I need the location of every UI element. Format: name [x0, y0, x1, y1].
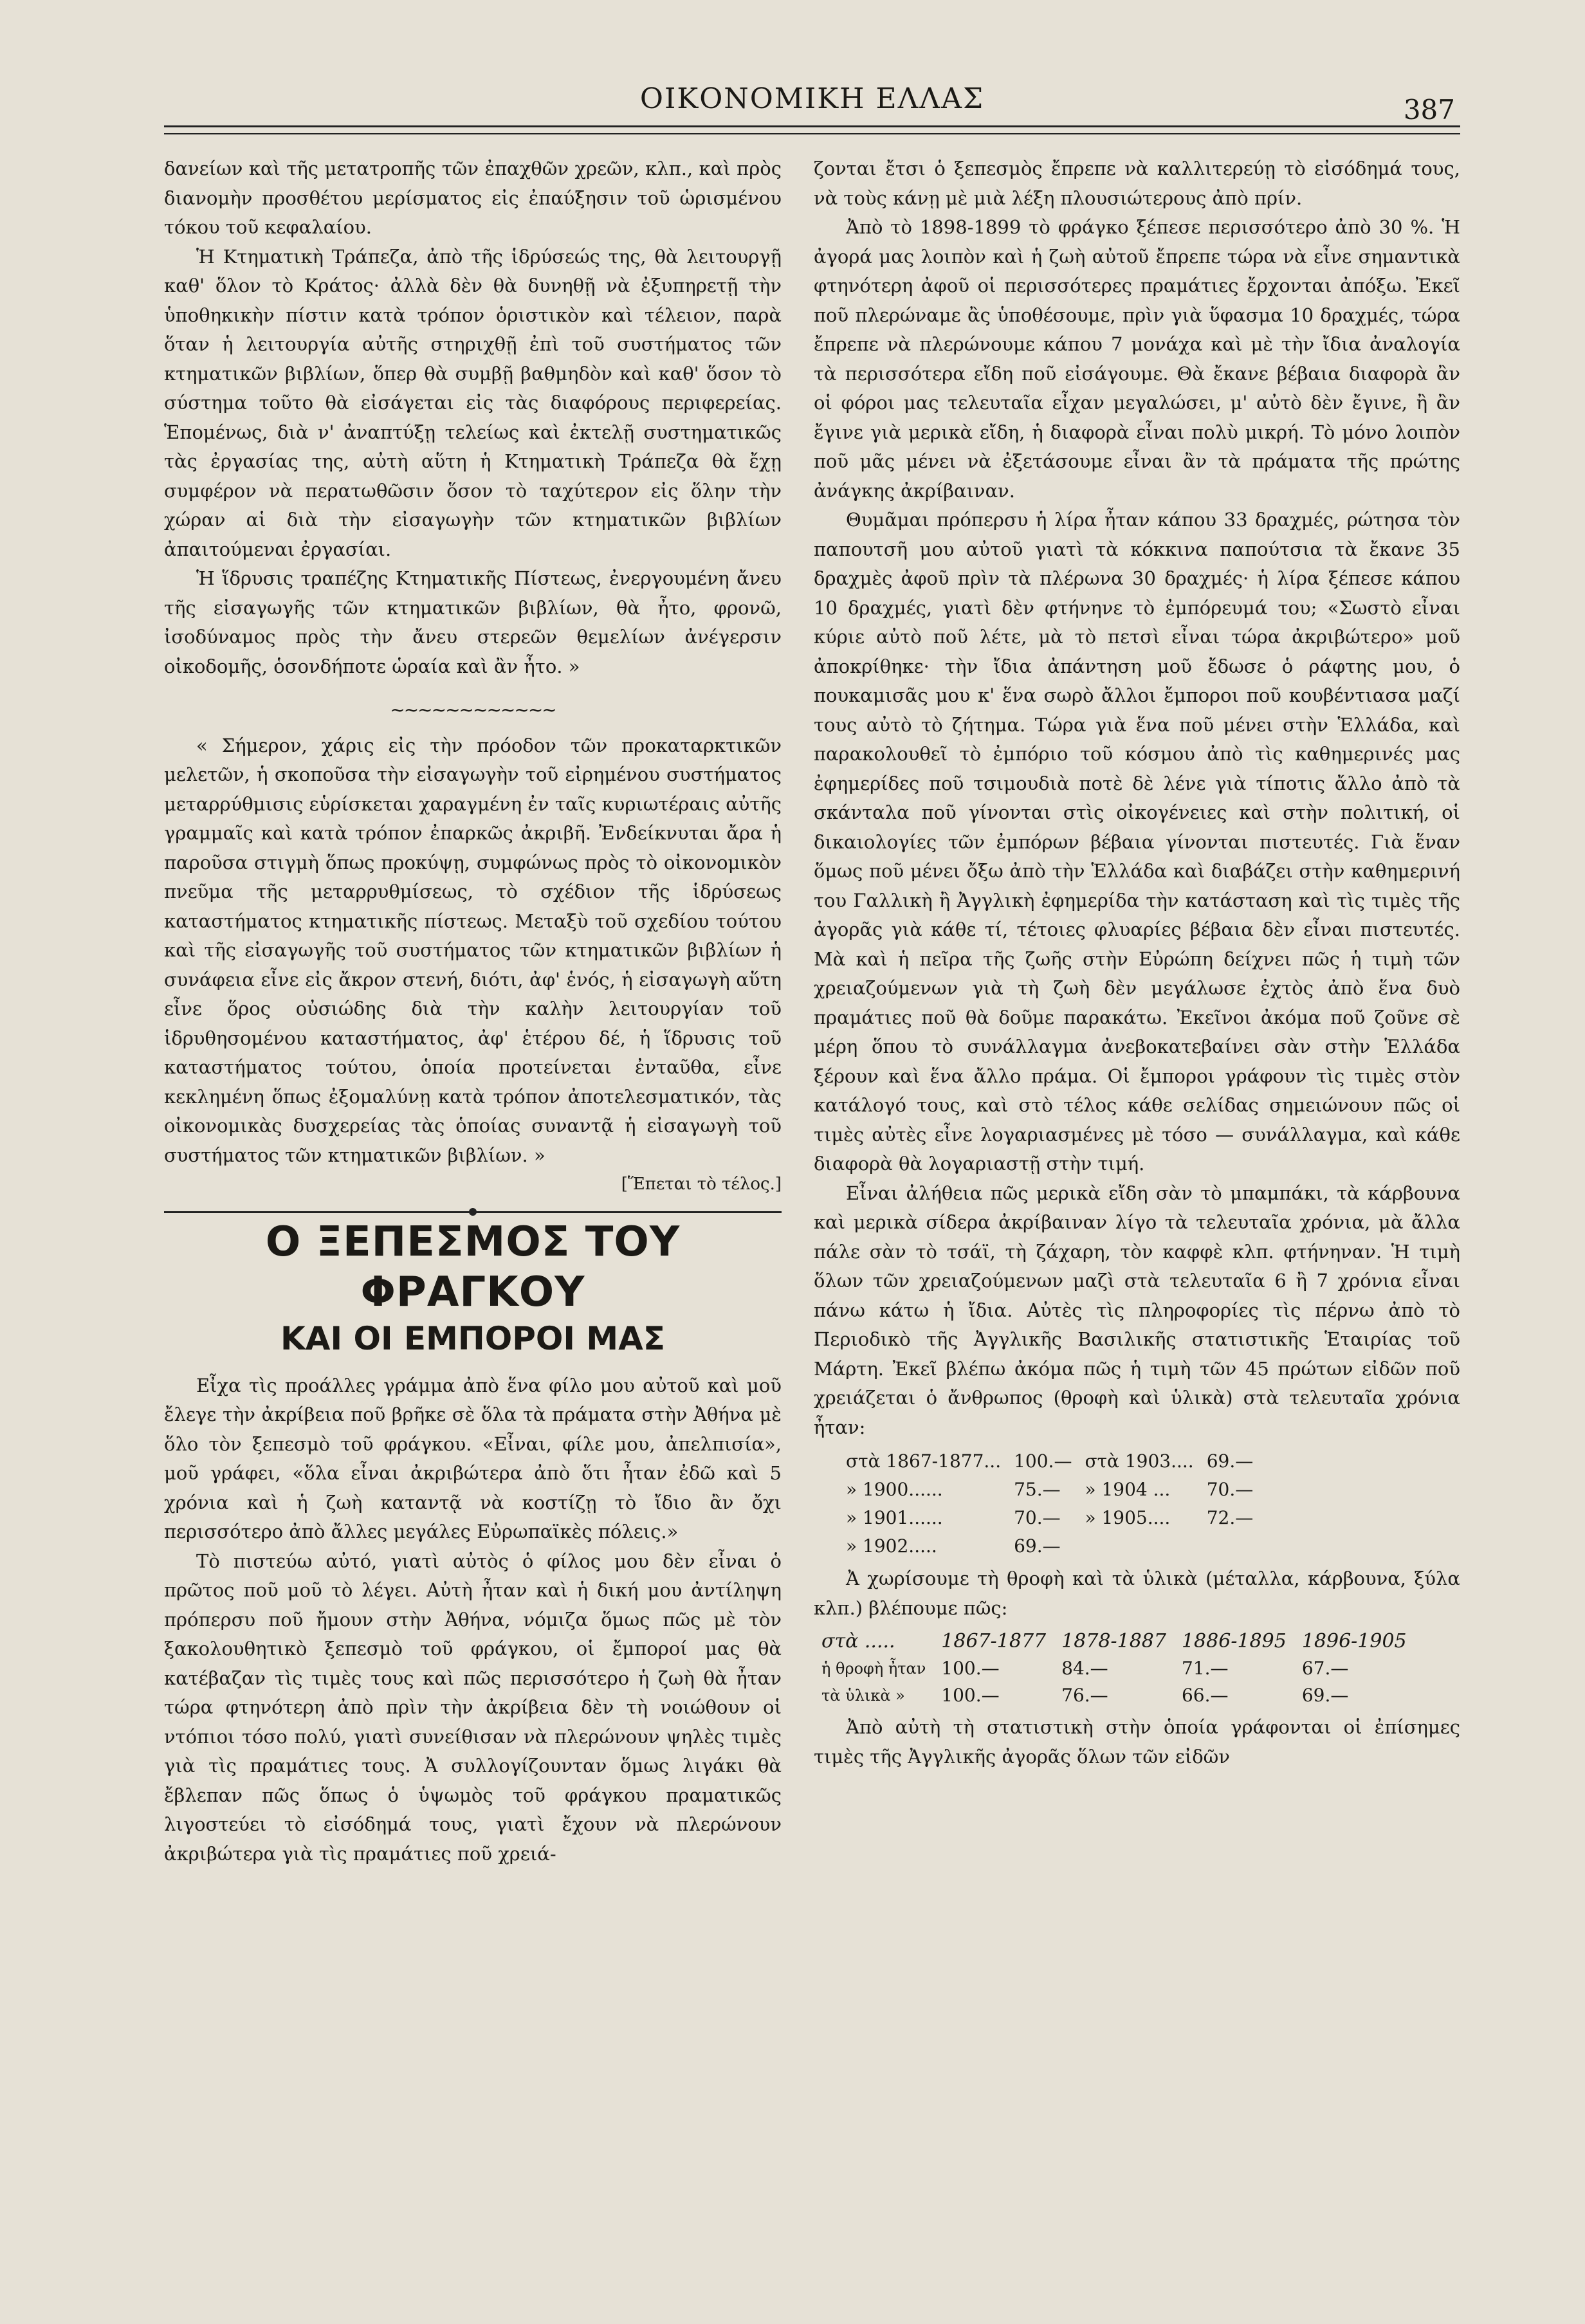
table-header-cell: 1878-1887 [1061, 1630, 1166, 1652]
table-cell: 69.— [1206, 1450, 1254, 1472]
table-cell: » 1902..... [846, 1535, 937, 1557]
page-number: 387 [1403, 94, 1455, 125]
left-paragraph-2: Ἡ Κτηματικὴ Τράπεζα, ἀπὸ τῆς ἱδρύσεώς της, θὰ λειτουργῇ καθ' ὅλον τὸ Κράτος· ἀλλὰ δὲν θὰ δυνηθῇ νὰ ἐξυπηρετῇ τὴν ὑποθηκικὴν πίστιν κατὰ τρόπον ὁριστικὸν καὶ τέλειον, παρὰ ὅταν ἡ λειτουργία αὐτῆς στηριχθῇ ἐπὶ τοῦ συστήματος τῶν κτηματικῶν βιβλίων, ὅπερ θὰ συμβῇ βαθμηδὸν καὶ καθ' ὅσον τὸ σύστημα τοῦτο θὰ εἰσάγεται εἰς τὰς διαφόρους περιφερείας. Ἑπομένως, διὰ ν' ἀναπτύξῃ τελείως καὶ ἐκτελῇ συστηματικῶς τὰς ἐργασίας της, αὐτὴ αὕτη ἡ Κτηματικὴ Τράπεζα θὰ ἔχῃ συμφέρον νὰ περατωθῶσιν ὅσον τὸ ταχύτερον εἰς ὅλην τὴν χώραν αἱ διὰ τὴν εἰσαγωγὴν τῶν κτηματικῶν βιβλίων ἀπαιτούμεναι ἐργασίαι. [164, 245, 782, 560]
right-column [814, 154, 1460, 1771]
header-rule-bottom [164, 133, 1460, 134]
table-header-cell: 1896-1905 [1301, 1630, 1407, 1652]
right-paragraph-3: Θυμᾶμαι πρόπερσυ ἡ λίρα ἦταν κάπου 33 δραχμές, ρώτησα τὸν παπουτσῆ μου αὐτοῦ γιατὶ τὰ κόκκινα παπούτσια τὰ ἔκανε 35 δραχμὲς ἀφοῦ πρὶν τὰ πλέρωνα 30 δραχμές· ἡ λίρα ξέπεσε κάπου 10 δραχμές, γιατὶ δὲν φτήνηνε τὸ ἐμπόρευμά του; «Σωστὸ εἶναι κύριε αὐτὸ ποῦ λέτε, μὰ τὸ πετσὶ εἶναι τώρα ἀκριβώτερο» μοῦ ἀποκρίθηκε· τὴν ἴδια ἀπάντηση μοῦ ἔδωσε ὁ ράφτης μου, ὁ πουκαμισᾶς μου κ' ἕνα σωρὸ ἄλλοι ἔμποροι ποῦ κουβέντιασα μαζί τους αὐτὸ τὸ ζήτημα. Τώρα γιὰ ἕνα ποῦ μένει στὴν Ἑλλάδα, καὶ παρακολουθεῖ τὸ ἐμπόριο τοῦ κόσμου ἀπὸ τὶς καθημερινές μας ἐφημερίδες ποῦ τσιμουδιὰ ποτὲ δὲ λένε γιὰ τίποτις ἄλλο ἀπὸ τὰ σκάνταλα ποῦ γίνονται στὶς οἰκογένειες καὶ στὴν πολιτική, οἱ δικαιολογίες τῶν ἐμπόρων βέβαια γίνονται πιστευτές. Γιὰ ἕναν ὅμως ποῦ μένει ὄξω ἀπὸ τὴν Ἑλλάδα καὶ διαβάζει στὴν καθημερινή του Γαλλικὴ ἢ Ἀγγλικὴ ἐφημερίδα τὴν κατάσταση καὶ τὶς τιμὲς τῆς ἀγορᾶς γιὰ κάθε τί, τέτοιες φλυαρίες βέβαια δὲν εἶναι πιστευτές. Μὰ καὶ ἡ πεῖρα τῆς ζωῆς στὴν Εὐρώπη δείχνει πῶς ἡ τιμὴ τῶν χρειαζούμενων γιὰ τὴ ζωὴ δὲν μεγάλωσε ἐχτὸς ἀπὸ ἕνα δυὸ πραμάτιες ποῦ θὰ δοῦμε παρακάτω. Ἐκεῖνοι ἀκόμα ποῦ ζοῦνε σὲ μέρη ὅπου τὸ συνάλλαγμα ἀνεβοκατεβαίνει σὰν στὴν Ἑλλάδα ξέρουν καὶ ἕνα ἄλλο πράμα. Οἱ ἔμποροι γράφουν τὶς τιμὲς στὸν κατάλογό τους, καὶ στὸ τέλος κάθε σελίδας σημειώνουν πῶς οἱ τιμὲς αὐτὲς εἶνε λογαριασμένες μὲ τόσο — συνάλλαγμα, καὶ κάθε διαφορὰ θὰ λογαριαστῇ στὴν τιμή. [814, 509, 1460, 1175]
table-cell: 66.— [1181, 1685, 1229, 1706]
table-row [839, 1476, 1260, 1504]
right-paragraph-1: ζονται ἔτσι ὁ ξεπεσμὸς ἔπρεπε νὰ καλλιτερεύῃ τὸ εἰσόδημά τους, νὰ τοὺς κάνῃ μὲ μιὰ λέξη πλουσιώτερους ἀπὸ πρίν. [814, 158, 1460, 209]
table-header-cell: 1867-1877 [941, 1630, 1047, 1652]
table-cell: στὰ 1903.... [1085, 1450, 1194, 1472]
table-cell: 75.— [1014, 1479, 1061, 1500]
left-paragraph-1: δανείων καὶ τῆς μετατροπῆς τῶν ἐπαχθῶν χρεῶν, κλπ., καὶ πρὸς διανομὴν προσθέτου μερίσματος εἰς ἐπαύξησιν τοῦ ὡρισμένου τόκου τοῦ κεφαλαίου. [164, 158, 782, 238]
right-paragraph-4: Εἶναι ἀλήθεια πῶς μερικὰ εἴδη σὰν τὸ μπαμπάκι, τὰ κάρβουνα καὶ μερικὰ σίδερα ἀκρίβαιναν λίγο τὰ τελευταῖα χρόνια, μὰ ἄλλα πάλε σὰν τὸ τσάϊ, τὴ ζάχαρη, τὸν καφφὲ κλπ. φτήνηναν. Ἡ τιμὴ ὅλων τῶν χρειαζούμενων μαζὶ στὰ τελευταῖα 6 ἢ 7 χρόνια εἶναι πάνω κάτω ἡ ἴδια. Αὐτὲς τὶς πληροφορίες τὶς πέρνω ἀπὸ τὸ Περιοδικὸ τῆς Ἀγγλικῆς Βασιλικῆς στατιστικῆς Ἑταιρίας τοῦ Μάρτη. Ἐκεῖ βλέπω ἀκόμα πῶς ἡ τιμὴ τῶν 45 πρώτων εἰδῶν ποῦ χρειάζεται ὁ ἄνθρωπος (θροφὴ καὶ ὑλικὰ) στὰ τελευταῖα χρόνια ἦταν: [814, 1182, 1460, 1438]
table-cell: ἡ θροφὴ ἦταν [821, 1660, 926, 1678]
section-divider: ~~~~~~~~~~~~ [390, 699, 556, 720]
table-cell: » 1905.... [1085, 1507, 1171, 1528]
table-cell: » 1904 ... [1085, 1479, 1171, 1500]
left-column [164, 154, 782, 1869]
table-cell: 100.— [941, 1658, 1000, 1679]
table-cell: 100.— [1014, 1450, 1072, 1472]
table-cell: » 1900...... [846, 1479, 943, 1500]
table-cell: τὰ ὑλικὰ » [821, 1687, 905, 1705]
divider-ornament [469, 1208, 477, 1216]
table-cell: » 1901...... [846, 1507, 943, 1528]
article-headline: Ο ΞΕΠΕΣΜΟΣ ΤΟΥ ΦΡΑΓΚΟΥ [265, 1218, 681, 1316]
table-row [814, 1682, 1415, 1709]
table-cell: 100.— [941, 1685, 1000, 1706]
right-paragraph-5: Ἀ χωρίσουμε τὴ θροφὴ καὶ τὰ ὑλικὰ (μέταλλα, κάρβουνα, ξύλα κλπ.) βλέπουμε πῶς: [814, 1568, 1460, 1619]
table-header-cell: στὰ ..... [821, 1630, 895, 1652]
article-paragraph-2: Τὸ πιστεύω αὐτό, γιατὶ αὐτὸς ὁ φίλος μου δὲν εἶναι ὁ πρῶτος ποῦ μοῦ τὸ λέγει. Αὐτὴ ἦταν καὶ ἡ δική μου ἀντίληψη πρόπερσυ ποῦ ἤμουν στὴν Ἀθήνα, νόμιζα ὅμως πῶς μὲ τὸν ξακολουθητικὸ ξεπεσμὸ τοῦ φράγκου, οἱ ἔμποροί μας θὰ κατέβαζαν τὶς τιμὲς τους καὶ πῶς περισσότερο ἡ ζωὴ θὰ ἦταν τώρα φτηνότερη ἀπὸ πρὶν τὴν ἀκρίβεια δὲν τὴ νοιώθουν οἱ ντόπιοι τόσο πολύ, γιατὶ συνείθισαν νὰ πλερώνουν ψηλὲς τιμὲς γιὰ τὶς πραμάτιες τους. Ἀ συλλογίζουνταν ὅμως λιγάκι θὰ ἔβλεπαν πῶς ὅπως ὁ ὑψωμὸς τοῦ φράγκου πραματικῶς λιγοστεύει τὸ εἰσόδημά τους, γιατὶ ἔχουν νὰ πλερώνουν ἀκριβώτερα γιὰ τὶς πραμάτιες ποῦ χρειά- [164, 1550, 782, 1865]
table-cell: στὰ 1867-1877... [846, 1450, 1002, 1472]
table-row [839, 1447, 1260, 1476]
table-cell: 76.— [1061, 1685, 1108, 1706]
table-cell: 69.— [1014, 1535, 1061, 1557]
right-paragraph-2: Ἀπὸ τὸ 1898-1899 τὸ φράγκο ξέπεσε περισσότερο ἀπὸ 30 %. Ἡ ἀγορά μας λοιπὸν καὶ ἡ ζωὴ αὐτοῦ ἔπρεπε τώρα νὰ εἶνε σημαντικὰ φτηνότερη ἀφοῦ οἱ περισσότερες πραμάτιες ἔρχονται ἀπόξω. Ἐκεῖ ποῦ πλερώναμε ἂς ὑποθέσουμε, πρὶν γιὰ ὕφασμα 10 δραχμές, τώρα ἔπρεπε νὰ πλερώνουμε κάπου 7 μονάχα καὶ μὲ τὴν ἴδια ἀναλογία τὰ περισσότερα εἴδη ποῦ εἰσάγουμε. Θὰ ἔκανε βέβαια διαφορὰ ἂν οἱ φόροι μας τελευταῖα εἶχαν μεγαλώσει, μ' αὐτὸ δὲν ἔγινε, ἢ ἂν ἔγινε γιὰ μερικὰ εἴδη, ἡ διαφορὰ εἶναι πολὺ μικρή. Τὸ μόνο λοιπὸν ποῦ μᾶς μένει νὰ ἐξετάσουμε εἶναι ἂν τὰ πράματα τῆς πρώτης ἀνάγκης ἀκρίβαιναν. [814, 216, 1460, 502]
table-header-row [814, 1628, 1415, 1655]
article-paragraph-1: Εἶχα τὶς προάλλες γράμμα ἀπὸ ἕνα φίλο μου αὐτοῦ καὶ μοῦ ἔλεγε τὴν ἀκρίβεια ποῦ βρῆκε σὲ ὅλα τὰ πράματα στὴν Ἀθήνα μὲ ὅλο τὸν ξεπεσμὸ τοῦ φράγκου. «Εἶναι, φίλε μου, ἀπελπισία», μοῦ γράφει, «ὅλα εἶναι ἀκριβώτερα ἀπὸ ὅτι ἦταν ἐδῶ καὶ 5 χρόνια καὶ ἡ ζωὴ καταντᾷ νὰ κοστίζῃ τὸ ἴδιο ἂν ὄχι περισσότερο ἀπὸ ἄλλες μεγάλες Εὐρωπαϊκὲς πόλεις.» [164, 1374, 782, 1542]
table-cell: 71.— [1181, 1658, 1229, 1679]
food-materials-table [814, 1628, 1415, 1709]
table-row [814, 1655, 1415, 1682]
table-row [839, 1532, 1260, 1560]
table-cell: 69.— [1301, 1685, 1349, 1706]
table-cell: 67.— [1301, 1658, 1349, 1679]
table-cell: 72.— [1206, 1507, 1254, 1528]
table-row [839, 1504, 1260, 1532]
table-cell: 70.— [1014, 1507, 1061, 1528]
journal-title: ΟΙΚΟΝΟΜΙΚΗ ΕΛΛΑΣ [639, 82, 985, 115]
continued-note: [Ἕπεται τὸ τέλος.] [621, 1175, 782, 1194]
left-paragraph-3: Ἡ ἵδρυσις τραπέζης Κτηματικῆς Πίστεως, ἐνεργουμένη ἄνευ τῆς εἰσαγωγῆς τῶν κτηματικῶν βιβλίων, θὰ ἦτο, φρονῶ, ἰσοδύναμος πρὸς τὴν ἄνευ στερεῶν θεμελίων ἀνέγερσιν οἰκοδομῆς, ὁσονδήποτε ὡραία καὶ ἂν ἦτο. » [164, 567, 782, 677]
table-cell: 70.— [1206, 1479, 1254, 1500]
table-header-cell: 1886-1895 [1181, 1630, 1287, 1652]
article-divider [164, 1211, 782, 1213]
article-subheadline: ΚΑΙ ΟΙ ΕΜΠΟΡΟΙ ΜΑΣ [280, 1319, 665, 1357]
table-cell: 84.— [1061, 1658, 1108, 1679]
header-rule-top [164, 125, 1460, 127]
table-cell [1078, 1532, 1200, 1560]
left-paragraph-4: « Σήμερον, χάρις εἰς τὴν πρόοδον τῶν προκαταρκτικῶν μελετῶν, ἡ σκοποῦσα τὴν εἰσαγωγὴν τοῦ εἰρημένου συστήματος μεταρρύθμισις εὑρίσκεται χαραγμένη ἐν ταῖς κυριωτέραις αὐτῆς γραμμαῖς καὶ κατὰ τρόπον ἐπαρκῶς ἀκριβῆ. Ἐνδείκνυται ἄρα ἡ παροῦσα στιγμὴ ὅπως προκύψῃ, συμφώνως πρὸς τὸ οἰκονομικὸν πνεῦμα τῆς μεταρρυθμίσεως, τὸ σχέδιον τῆς ἱδρύσεως καταστήματος κτηματικῆς πίστεως. Μεταξὺ τοῦ σχεδίου τούτου καὶ τῆς εἰσαγωγῆς τοῦ συστήματος τῶν κτηματικῶν βιβλίων ἡ συνάφεια εἶνε εἰς ἄκρον στενή, διότι, ἀφ' ἑνός, ἡ εἰσαγωγὴ αὕτη εἶνε ὅρος οὐσιώδης διὰ τὴν καλὴν λειτουργίαν τοῦ ἱδρυθησομένου καταστήματος, ἀφ' ἑτέρου δέ, ἡ ἵδρυσις τοῦ καταστήματος τούτου, ὁποία προτείνεται ἐνταῦθα, εἶνε κεκλημένη ὅπως ἐξομαλύνῃ κατὰ τρόπον ἀποτελεσματικόν, τὰς οἰκονομικὰς δυσχερείας τὰς ὁποίας συναντᾷ ἡ εἰσαγωγὴ τοῦ συστήματος τῶν κτηματικῶν βιβλίων. » [164, 734, 782, 1166]
right-paragraph-6: Ἀπὸ αὐτὴ τὴ στατιστικὴ στὴν ὁποία γράφονται οἱ ἐπίσημες τιμὲς τῆς Ἀγγλικῆς ἀγορᾶς ὅλων τῶν εἰδῶν [814, 1716, 1460, 1768]
table-cell [1200, 1532, 1260, 1560]
price-index-table [839, 1447, 1260, 1560]
